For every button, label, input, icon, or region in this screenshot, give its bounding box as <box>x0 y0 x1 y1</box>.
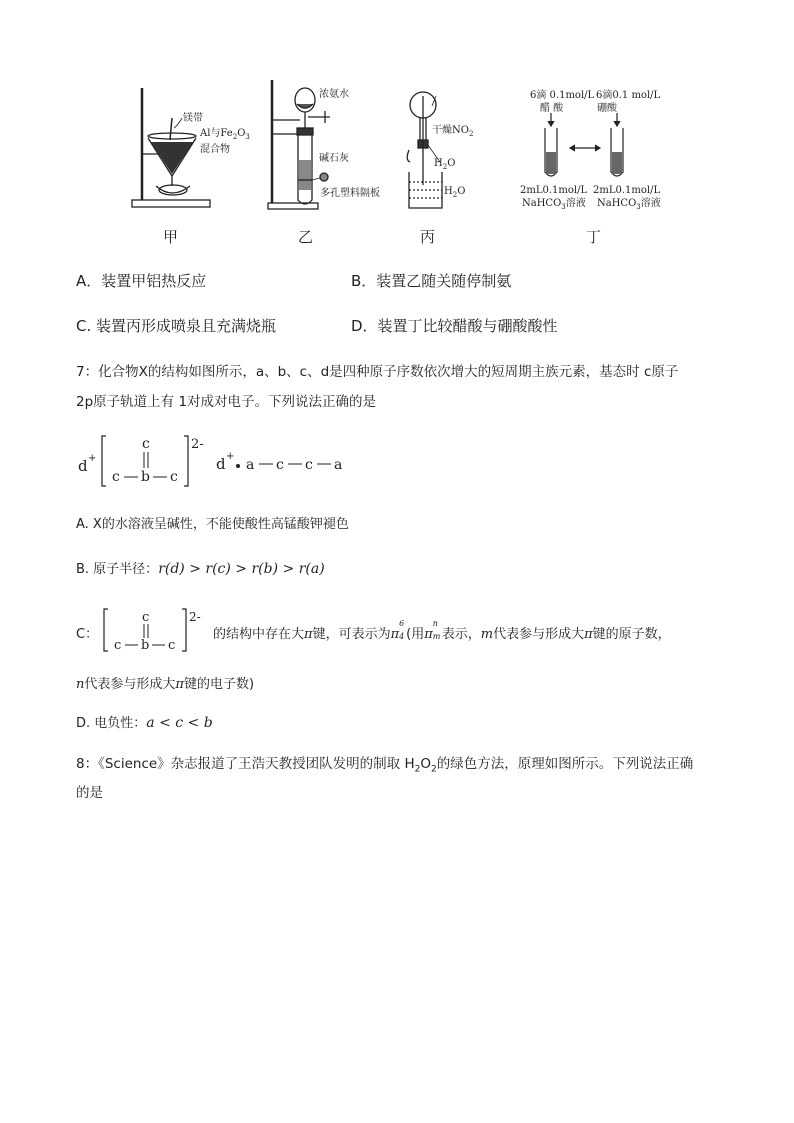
jia-text3: 混合物 <box>200 144 230 155</box>
q7-b-prefix: B. 原子半径： <box>76 562 159 577</box>
ding-right-top2: 硼酸 <box>597 103 617 114</box>
struct-c-top: c <box>142 436 150 452</box>
q7-c-line2-text: 代表参与形成大 <box>84 677 176 692</box>
q7-c-rest2: 表示， <box>441 627 481 642</box>
ding-left-bot2: NaHCO$_3$溶液 <box>522 198 586 211</box>
ding-left-top1: 6滴 0.1mol/L <box>530 90 595 101</box>
q7-c-pi46: π <box>390 627 400 642</box>
q7-c-mid2: 键，可表示为 <box>312 627 391 642</box>
q7-c-rest4: 键的原子数， <box>592 627 671 642</box>
c-struct-b: b <box>141 638 150 653</box>
q7-option-b[interactable] <box>76 558 325 577</box>
struct-a2: a <box>334 457 343 473</box>
jia-text1: 镁带 <box>183 113 203 124</box>
q8-stem1-c: 的绿色方法，原理如图所示。下列说法正确 <box>436 756 694 772</box>
q6-option-c[interactable]: C. 装置丙形成喷泉且充满烧瓶 <box>76 317 277 335</box>
q7-stem-line1: 7：化合物X的结构如图所示，a、b、c、d是四种原子序数依次增大的短周期主族元素，基态时 c原子 <box>76 364 679 380</box>
q7-c-text <box>213 619 671 642</box>
apparatus-figure <box>0 0 794 245</box>
c-struct-c-left: c <box>114 638 122 653</box>
q7-stem-line2: 2p原子轨道上有 1对成对电子。下列说法正确的是 <box>76 394 377 410</box>
ding-left-top2: 醋 酸 <box>540 103 564 114</box>
q7-c-line2 <box>76 673 254 692</box>
jia-text2: Al与$Fe_2O_3$ <box>200 128 250 141</box>
struct-charge: 2- <box>191 437 204 452</box>
struct-b: b <box>141 469 150 485</box>
q8-sub1: 2 <box>414 764 421 775</box>
q7-c-mid: 的结构中存在大 <box>213 627 305 642</box>
q8-stem1: 8：《Science》杂志报道了王浩天教授团队发明的制取 H <box>76 756 415 772</box>
ding-left-bot1: 2mL0.1mol/L <box>520 185 588 196</box>
q7-b-formula: r(d) > r(c) > r(b) > r(a) <box>158 561 325 577</box>
struct-plus: + <box>88 453 97 464</box>
q7-option-d[interactable] <box>76 712 213 731</box>
yi-text3: 多孔塑料隔板 <box>320 188 380 199</box>
apparatus-jia <box>132 88 210 207</box>
yi-text1: 浓氨水 <box>319 89 349 100</box>
q7-c-structure <box>100 605 212 655</box>
c-struct-c-right: c <box>168 638 176 653</box>
q7-c-n: n <box>432 619 438 628</box>
label-jia: 甲 <box>163 228 179 246</box>
bing-text3: $H_2O$ <box>444 186 466 199</box>
q7-c-prefix: C： <box>76 627 99 642</box>
q8-stem1-b: O <box>420 756 431 772</box>
q7-c-m: m <box>432 632 441 641</box>
struct-plus2: + <box>226 451 235 462</box>
q7-c-line2-n: n <box>76 677 85 692</box>
q7-c-sub: 4 <box>399 632 405 641</box>
q6-option-b[interactable]: B．装置乙随关随停制氨 <box>351 272 512 290</box>
q8-stem-line2: 的是 <box>76 785 103 801</box>
q7-structure <box>70 428 370 492</box>
q8-sub2: 2 <box>431 764 437 775</box>
q7-option-a[interactable]: A. X的水溶液呈碱性，不能使酸性高锰酸钾褪色 <box>76 517 349 532</box>
struct-a1: a <box>246 457 255 473</box>
apparatus-ding <box>545 113 623 176</box>
struct-c-left: c <box>112 469 120 485</box>
q6-option-a[interactable]: A．装置甲铝热反应 <box>76 272 207 290</box>
q7-d-formula: a < c < b <box>146 715 213 731</box>
label-yi: 乙 <box>298 228 314 246</box>
q6-option-d[interactable]: D．装置丁比较醋酸与硼酸酸性 <box>351 317 558 335</box>
c-struct-charge: 2- <box>189 610 201 624</box>
q7-c-pi: π <box>304 627 313 642</box>
ding-right-bot2: NaHCO$_3$溶液 <box>597 198 661 211</box>
yi-text2: 碱石灰 <box>319 153 349 164</box>
q7-c-pi2: π <box>584 627 593 642</box>
struct-c-right: c <box>170 469 178 485</box>
ding-right-bot1: 2mL0.1mol/L <box>593 185 661 196</box>
label-bing: 丙 <box>420 228 436 246</box>
q7-c-rest1: (用 <box>406 627 425 642</box>
q7-c-var-m: m <box>480 627 494 642</box>
q7-c-sup: 6 <box>399 619 405 628</box>
struct-c2: c <box>305 457 313 473</box>
q7-option-c[interactable] <box>76 623 98 642</box>
label-ding: 丁 <box>586 228 602 246</box>
c-struct-c-top: c <box>142 610 150 625</box>
apparatus-bing <box>407 92 442 208</box>
q7-c-pinm: π <box>424 627 433 642</box>
q8-stem-line1 <box>76 752 693 775</box>
ding-right-top1: 6滴0.1 mol/L <box>596 90 661 101</box>
q7-c-line2-b: 键的电子数) <box>183 677 255 692</box>
bing-text1: 干燥$NO_2$ <box>432 125 474 138</box>
struct-d: d <box>78 457 88 475</box>
q7-c-line2-pi: π <box>175 677 184 692</box>
struct-c1: c <box>276 457 284 473</box>
bing-text2: $H_2O$ <box>434 158 456 171</box>
q7-d-prefix: D. 电负性： <box>76 716 147 731</box>
q7-c-rest3: 代表参与形成大 <box>493 627 585 642</box>
struct-d2: d <box>216 455 226 473</box>
